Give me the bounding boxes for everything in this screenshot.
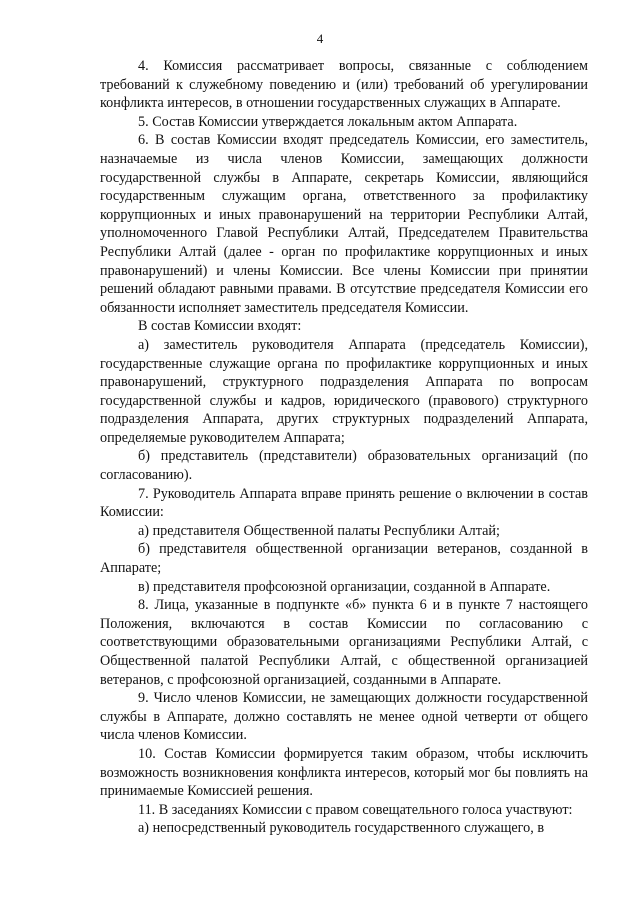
paragraph-subitem-6a: а) заместитель руководителя Аппарата (председатель Комиссии), государственные служащие органа по профилактике коррупционных и иных правонарушений, структурного подразделения Аппарата по вопросам государственной службы и кадров, юридического (правового) структурного подразделения Аппарата, других структурных подразделений Аппарата, определяемые руководителем Аппарата; — [100, 336, 588, 446]
paragraph-subitem-6b: б) представитель (представители) образовательных организаций (по согласованию). — [100, 448, 588, 484]
paragraph-item-11: 11. В заседаниях Комиссии с правом совещательного голоса участвуют: — [138, 801, 573, 818]
paragraph-item-4: 4. Комиссия рассматривает вопросы, связанные с соблюдением требований к служебному поведению и (или) требований об урегулировании конфликта интересов, в отношении государственных служащих в Аппарате. — [100, 58, 588, 112]
paragraph-subitem-7c: в) представителя профсоюзной организации, созданной в Аппарате. — [138, 578, 551, 595]
paragraph-item-10: 10. Состав Комиссии формируется таким образом, чтобы исключить возможность возникновения конфликта интересов, который мог бы повлиять на принимаемые Комиссией решения. — [100, 745, 588, 800]
paragraph-item-5: 5. Состав Комиссии утверждается локальным актом Аппарата. — [138, 113, 518, 130]
paragraph-item-6: 6. В состав Комиссии входят председатель Комиссии, его заместитель, назначаемые из числа членов Комиссии, замещающих должности государственной службы в Аппарате, секретарь Комиссии, являющийся государственным служащим органа, ответственного за профилактику коррупционных и иных правонарушений на территории Республики Алтай, уполномоченного Главой Республики Алтай, Председателем Правительства Республики Алтай (далее - орган по профилактике коррупционных и иных правонарушений) и члены Комиссии. Все члены Комиссии при принятии решений обладают равными правами. В отсутствие председателя Комиссии его обязанности исполняет заместитель председателя Комиссии. — [100, 132, 588, 316]
document-body — [100, 57, 588, 838]
paragraph-subitem-11a: а) непосредственный руководитель государственного служащего, в — [138, 820, 545, 837]
paragraph-composition-intro: В состав Комиссии входят: — [138, 318, 302, 335]
paragraph-item-8: 8. Лица, указанные в подпункте «б» пункта 6 и в пункте 7 настоящего Положения, включаются в состав Комиссии по согласованию с соответствующими образовательными организациями Республики Алтай, с Общественной палатой Республики Алтай, с общественной организацией ветеранов, с профсоюзной организацией, созданными в Аппарате. — [100, 597, 588, 688]
paragraph-item-9: 9. Число членов Комиссии, не замещающих должности государственной службы в Аппарате, должно составлять не менее одной четверти от общего числа членов Комиссии. — [100, 690, 588, 744]
paragraph-subitem-7a: а) представителя Общественной палаты Республики Алтай; — [138, 522, 500, 539]
paragraph-subitem-7b: б) представителя общественной организации ветеранов, созданной в Аппарате; — [100, 541, 588, 577]
page-number: 4 — [316, 31, 324, 46]
paragraph-item-7: 7. Руководитель Аппарата вправе принять решение о включении в состав Комиссии: — [100, 485, 588, 521]
